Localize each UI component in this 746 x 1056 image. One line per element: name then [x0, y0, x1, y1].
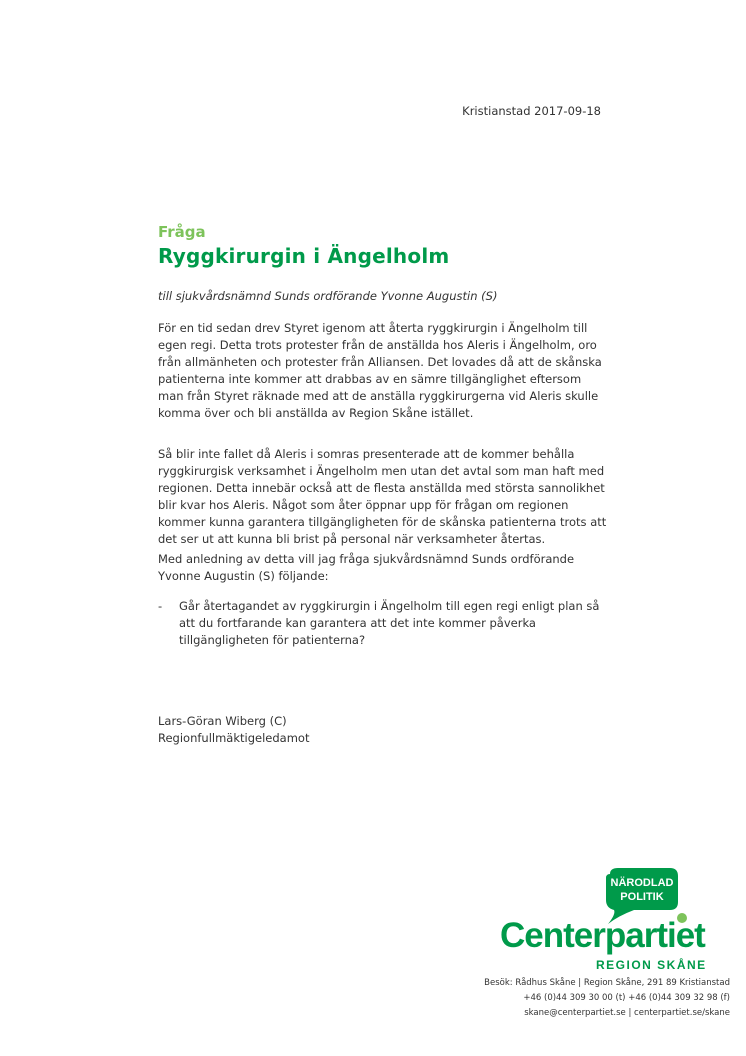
body-paragraph-2: Så blir inte fallet då Aleris i somras presenterade att de kommer behålla ryggkirurgisk verksamhet i Ängelholm men utan det avtal som man haft med regionen. Detta innebär också att de flesta anställda med största sannolikhet blir kvar hos Aleris. Något som åter öppnar upp för frågan om regionen kommer kunna garantera tillgängligheten för de skånska patienterna trots att det ser ut att kunna bli brist på personal när verksamheter återtas. — [158, 447, 607, 546]
list-dash: - — [158, 599, 163, 613]
contact-phone: +46 (0)44 309 30 00 (t) +46 (0)44 309 32 98 (f) — [523, 993, 730, 1003]
document-title: Ryggkirurgin i Ängelholm — [158, 244, 450, 268]
signature-role: Regionfullmäktigeledamot — [158, 731, 310, 745]
contact-address: Besök: Rådhus Skåne | Region Skåne, 291 89 Kristianstad — [484, 978, 730, 988]
body-paragraph-3: Med anledning av detta vill jag fråga sjukvårdsnämnd Sunds ordförande Yvonne Augustin (S) följande: — [158, 552, 575, 583]
document-date: Kristianstad 2017-09-18 — [462, 104, 601, 118]
bubble-line-2: POLITIK — [620, 891, 664, 903]
brand-region: REGION SKÅNE — [596, 958, 707, 972]
contact-web: skane@centerpartiet.se | centerpartiet.se/skane — [524, 1008, 730, 1018]
bubble-line-1: NÄRODLAD — [610, 877, 674, 889]
question-text: Går återtagandet av ryggkirurgin i Ängelholm till egen regi enligt plan så att du fortfarande kan garantera att det inte kommer påverka tillgängligheten för patienterna? — [179, 599, 600, 647]
signature-name: Lars-Göran Wiberg (C) — [158, 714, 287, 728]
document-kicker: Fråga — [158, 223, 206, 241]
recipient-line: till sjukvårdsnämnd Sunds ordförande Yvonne Augustin (S) — [158, 289, 498, 303]
body-paragraph-1: För en tid sedan drev Styret igenom att återta ryggkirurgin i Ängelholm till egen regi. Detta trots protester från de anställda hos Aleris i Ängelholm, oro från allmänheten och protester från Alliansen. Det lovades då att de skånska patienterna inte kommer att drabbas av en sämre tillgänglighet eftersom man från Styret räknade med att de anställa ryggkirurgerna vid Aleris skulle komma över och bli anställda av Region Skåne istället. — [158, 321, 602, 420]
brand-wordmark: Centerpartiet — [500, 916, 705, 955]
